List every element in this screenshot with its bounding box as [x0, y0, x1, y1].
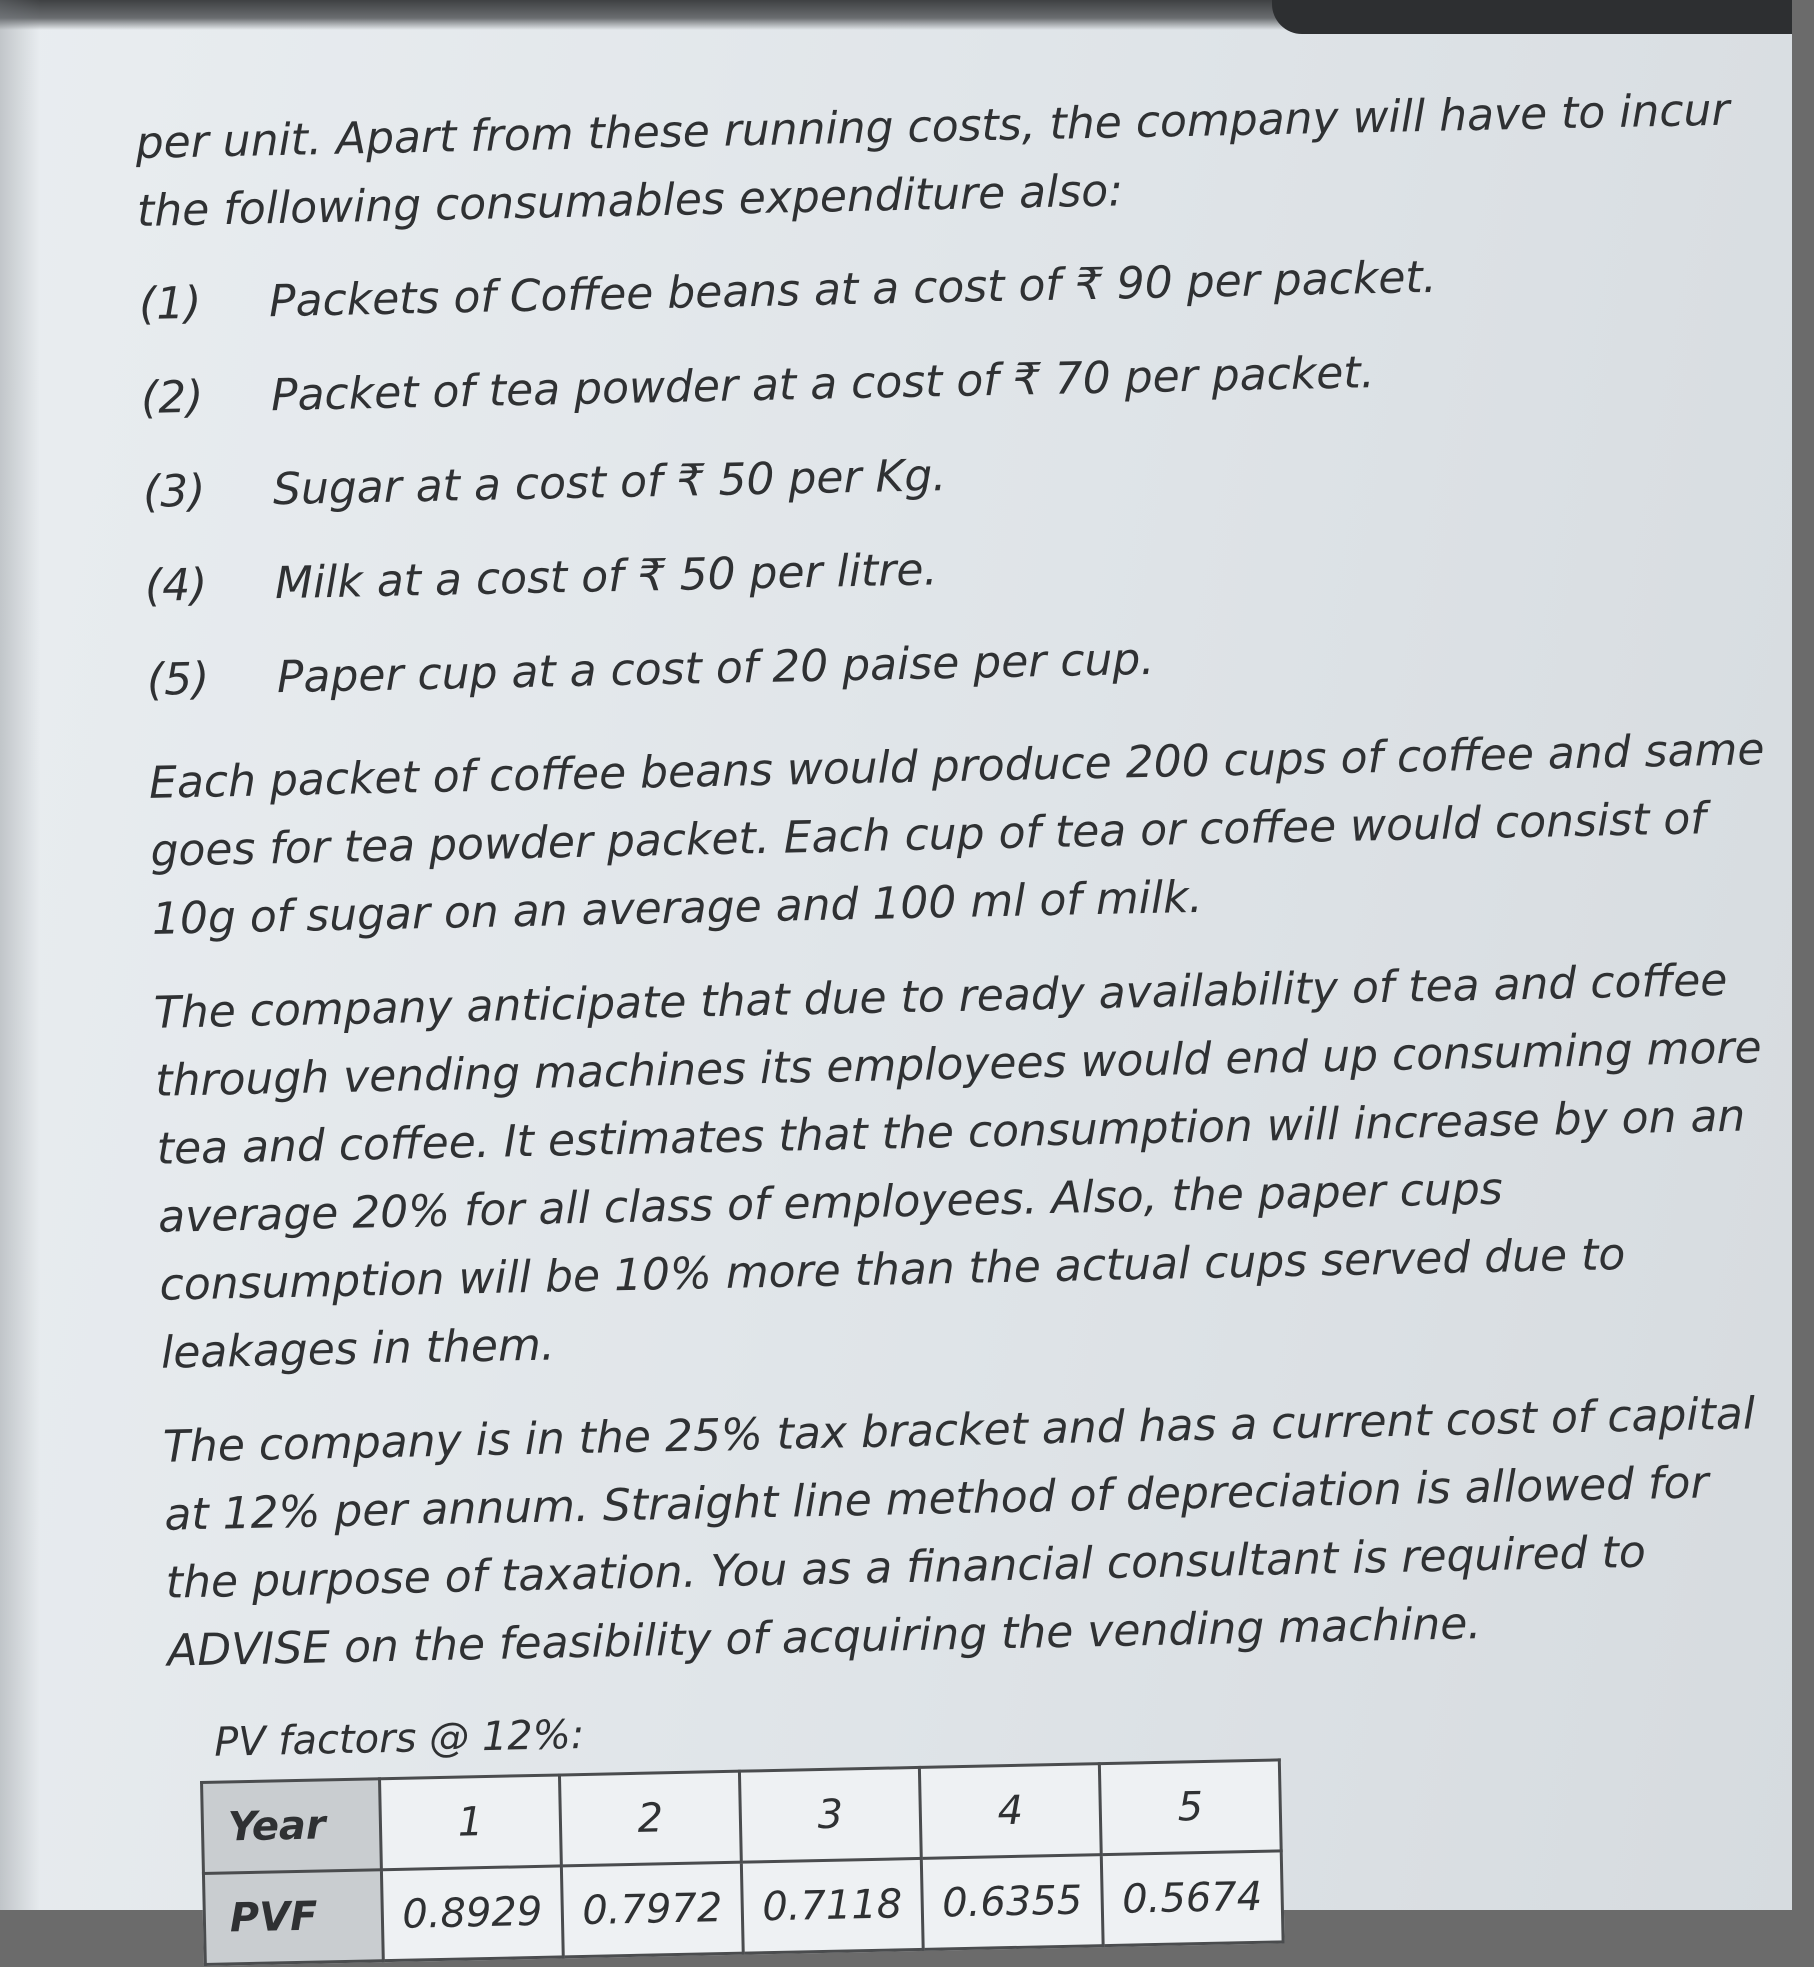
year-cell: 4 — [919, 1764, 1101, 1859]
pv-table-caption: PV factors @ 12%: — [213, 1711, 585, 1766]
pvf-cell: 0.7118 — [741, 1858, 923, 1953]
list-item-text: Paper cup at a cost of 20 paise per cup. — [276, 633, 1155, 704]
year-cell: 5 — [1099, 1760, 1281, 1855]
list-item-number: (4) — [144, 559, 208, 612]
consumables-list — [138, 224, 1787, 728]
pvf-cell: 0.6355 — [921, 1855, 1103, 1950]
list-item-number: (5) — [146, 653, 210, 706]
pvf-cell: 0.5674 — [1101, 1851, 1283, 1946]
pvf-cell: 0.8929 — [381, 1866, 563, 1961]
pvf-cell: 0.7972 — [561, 1862, 743, 1957]
list-item-text: Packet of tea powder at a cost of ₹ 70 per packet. — [270, 347, 1376, 422]
list-item-number: (2) — [140, 371, 204, 424]
list-item-text: Milk at a cost of ₹ 50 per litre. — [274, 544, 938, 610]
row-header-year: Year — [202, 1779, 382, 1874]
paragraph-cups-per-packet: Each packet of coffee beans would produce 200 cups of coffee and same goes for tea powder packet. Each cup of tea or coffee would consist of 10g of sugar on an average and 100 ml of milk. — [148, 724, 1765, 945]
page-content — [135, 76, 1814, 1967]
pv-factors-table — [200, 1758, 1285, 1966]
intro-paragraph: per unit. Apart from these running costs, the company will have to incur the following consumables expenditure also: — [135, 84, 1731, 237]
list-item-number: (1) — [138, 277, 202, 330]
list-item-number: (3) — [142, 465, 206, 518]
row-header-pvf: PVF — [203, 1870, 383, 1965]
paragraph-tax-and-advice: The company is in the 25% tax bracket and has a current cost of capital at 12% per annum. Straight line method of depreciation is allowed for the purpose of taxation. You as a financial consultant is required to ADVISE on the feasibility of acquiring the vending machine. — [162, 1388, 1756, 1677]
page-corner-shadow — [1272, 0, 1792, 34]
page-left-shadow — [0, 0, 40, 1910]
year-cell: 3 — [739, 1767, 921, 1862]
year-cell: 1 — [380, 1775, 562, 1870]
year-cell: 2 — [559, 1771, 741, 1866]
list-item-text: Sugar at a cost of ₹ 50 per Kg. — [272, 450, 947, 516]
list-item-text: Packets of Coffee beans at a cost of ₹ 90 per packet. — [268, 251, 1438, 328]
paragraph-consumption-increase: The company anticipate that due to ready availability of tea and coffee through vending machines its employees would end up consuming more tea and coffee. It estimates that the consumption will increase by on an average 20% for all class of employees. Also, the paper cups consumption will be 10% more than the actual cups served due to leakages in them. — [153, 954, 1763, 1379]
